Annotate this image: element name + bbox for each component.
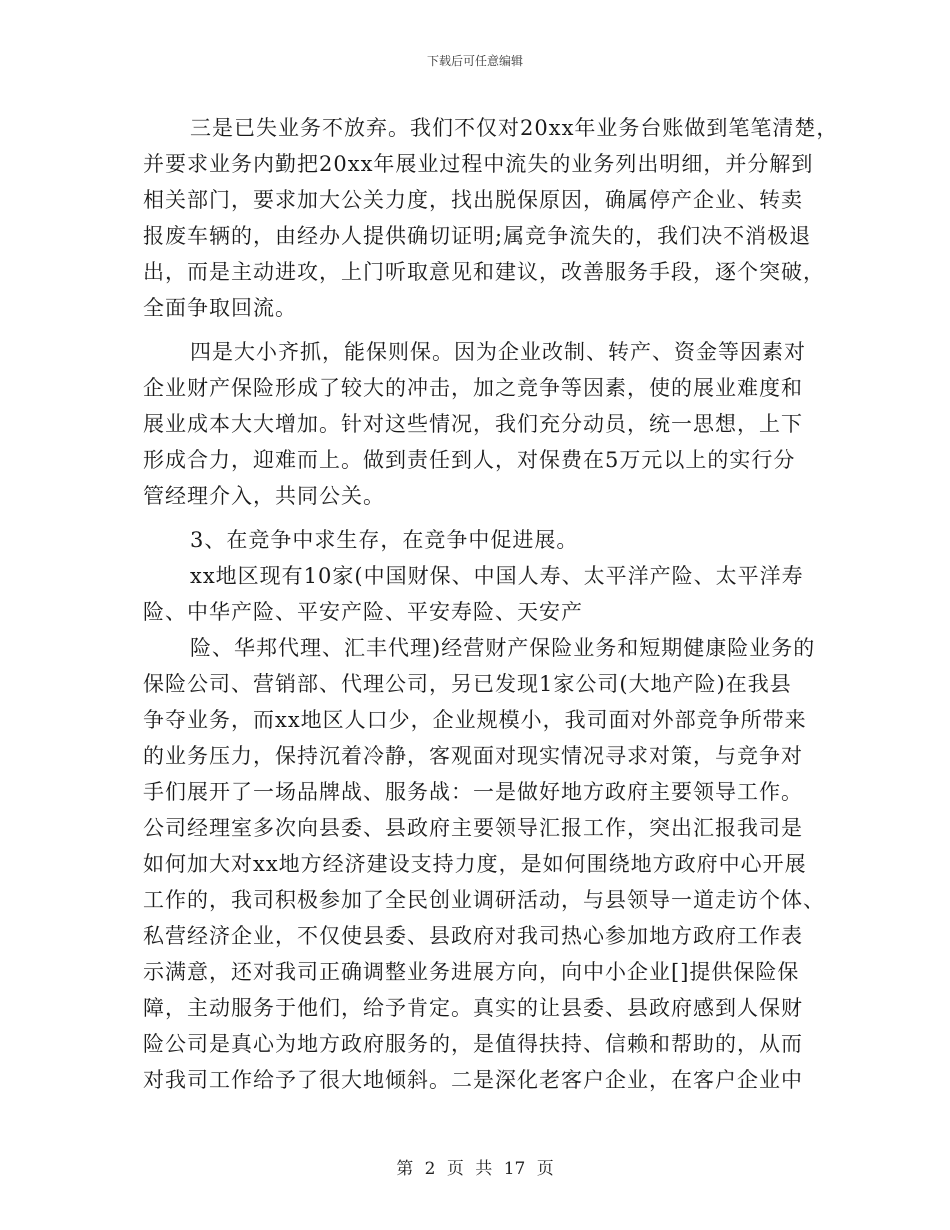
body-line: 形成合力，迎难而上。做到责任到人，对保费在5万元以上的实行分: [143, 448, 796, 472]
body-line: 展业成本大大增加。针对这些情况，我们充分动员，统一思想，上下: [143, 412, 803, 436]
body-line: 对我司工作给予了很大地倾斜。二是深化老客户企业，在客户企业中: [143, 1068, 803, 1092]
body-line: 四是大小齐抓，能保则保。因为企业改制、转产、资金等因素对: [190, 340, 806, 364]
body-line: 相关部门，要求加大公关力度，找出脱保原因，确属停产企业、转卖: [143, 188, 803, 212]
body-line: 三是已失业务不放弃。我们不仅对20xx年业务台账做到笔笔清楚，: [190, 116, 839, 140]
body-line: 全面争取回流。: [143, 296, 297, 320]
body-line: 险、华邦代理、汇丰代理)经营财产保险业务和短期健康险业务的: [190, 636, 816, 660]
body-line: 争夺业务，而xx地区人口少，企业规模小，我司面对外部竞争所带来: [143, 708, 807, 732]
body-line: 私营经济企业，不仅使县委、县政府对我司热心参加地方政府工作表: [143, 924, 803, 948]
body-line: 公司经理室多次向县委、县政府主要领导汇报工作，突出汇报我司是: [143, 816, 803, 840]
body-line: 险、中华产险、平安产险、平安寿险、天安产: [143, 600, 583, 624]
page-header: 下载后可任意编辑: [426, 54, 523, 68]
body-line: 企业财产保险形成了较大的冲击，加之竞争等因素，使的展业难度和: [143, 376, 803, 400]
body-line: 出，而是主动进攻，上门听取意见和建议，改善服务手段，逐个突破，: [143, 260, 825, 284]
body-line: 3、在竞争中求生存，在竞争中促进展。: [190, 528, 579, 552]
page-footer: 第 2 页 共 17 页: [396, 1159, 554, 1179]
body-line: 险公司是真心为地方政府服务的，是值得扶持、信赖和帮助的，从而: [143, 1032, 803, 1056]
body-line: 工作的，我司积极参加了全民创业调研活动，与县领导一道走访个体、: [143, 888, 825, 912]
body-line: xx地区现有10家(中国财保、中国人寿、太平洋产险、太平洋寿: [190, 564, 804, 588]
body-line: 报废车辆的，由经办人提供确切证明;属竞争流失的，我们决不消极退: [143, 224, 812, 248]
body-line: 管经理介入，共同公关。: [143, 484, 385, 508]
body-line: 示满意，还对我司正确调整业务进展方向，向中小企业[]提供保险保: [143, 960, 800, 984]
body-line: 的业务压力，保持沉着冷静，客观面对现实情况寻求对策，与竞争对: [143, 744, 803, 768]
body-line: 手们展开了一场品牌战、服务战：一是做好地方政府主要领导工作。: [143, 780, 803, 804]
body-line: 如何加大对xx地方经济建设支持力度，是如何围绕地方政府中心开展: [143, 852, 807, 876]
body-line: 并要求业务内勤把20xx年展业过程中流失的业务列出明细，并分解到: [143, 152, 814, 176]
body-line: 保险公司、营销部、代理公司，另已发现1家公司(大地产险)在我县: [143, 672, 792, 696]
body-line: 障，主动服务于他们，给予肯定。真实的让县委、县政府感到人保财: [143, 996, 803, 1020]
